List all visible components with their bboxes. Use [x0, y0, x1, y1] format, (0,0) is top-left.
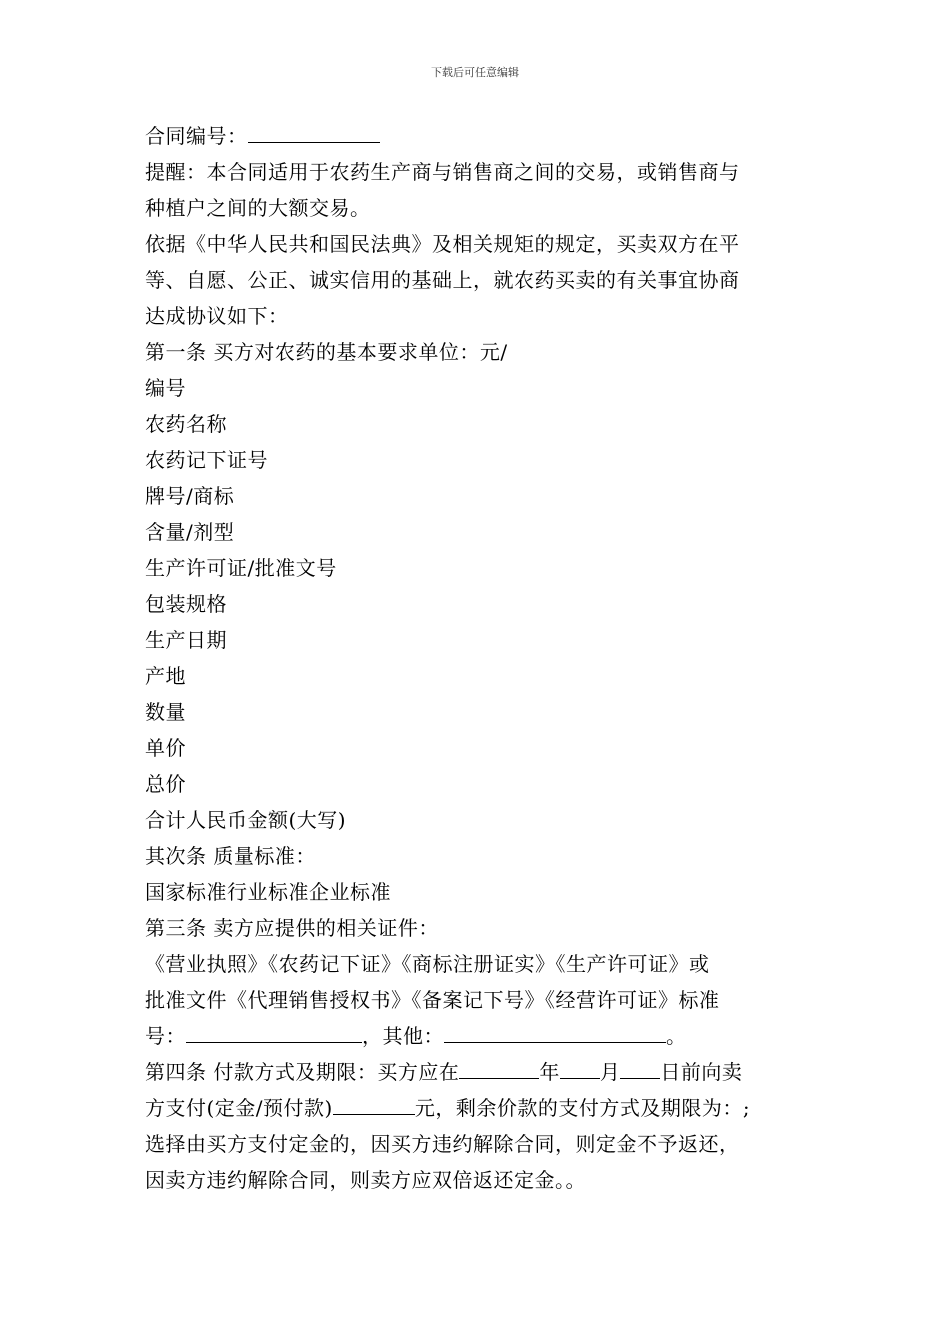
field-item: 农药记下证号 [145, 448, 268, 472]
contract-number-label: 合同编号： [145, 124, 248, 148]
page-header-note: 下载后可任意编辑 [431, 66, 519, 79]
day-blank[interactable] [620, 1056, 660, 1079]
field-item: 产地 [145, 664, 186, 688]
article-3-line-3 [145, 1018, 810, 1054]
article-1-title: 第一条 买方对农药的基本要求单位：元/ [145, 340, 508, 364]
article-4-line-1 [145, 1054, 810, 1090]
basis-line-2: 等、自愿、公正、诚实信用的基础上，就农药买卖的有关事宜协商 [145, 268, 740, 292]
contract-body [145, 118, 810, 1198]
article-3-line-2: 批准文件《代理销售授权书》《备案记下号》《经营许可证》标准 [145, 988, 720, 1012]
field-item: 编号 [145, 376, 186, 400]
day-suffix: 日前向卖 [660, 1060, 743, 1084]
article-4-line-2 [145, 1090, 810, 1126]
article-2-title: 其次条 质量标准： [145, 844, 316, 868]
field-item: 牌号/商标 [145, 484, 235, 508]
month-blank[interactable] [560, 1056, 600, 1079]
article-3-end: 。 [666, 1024, 687, 1048]
article-4-line-3: 选择由买方支付定金的，因买方违约解除合同，则定金不予返还， [145, 1132, 740, 1156]
reminder-line-1: 提醒：本合同适用于农药生产商与销售商之间的交易，或销售商与 [145, 160, 740, 184]
field-item: 生产日期 [145, 628, 227, 652]
other-blank[interactable] [444, 1020, 666, 1043]
article-4-prefix: 第四条 付款方式及期限：买方应在 [145, 1060, 460, 1084]
field-item: 总价 [145, 772, 186, 796]
basis-line-3: 达成协议如下： [145, 304, 289, 328]
field-item: 单价 [145, 736, 186, 760]
month-label: 月 [599, 1060, 621, 1084]
year-label: 年 [539, 1060, 560, 1084]
deposit-amount-blank[interactable] [333, 1092, 415, 1115]
article-4-line-4: 因卖方违约解除合同，则卖方应双倍返还定金。。 [145, 1168, 586, 1192]
year-blank[interactable] [459, 1056, 539, 1079]
article-2-body: 国家标准行业标准企业标准 [145, 880, 391, 904]
article-3-title: 第三条 卖方应提供的相关证件： [145, 916, 439, 940]
contract-number-blank[interactable] [248, 120, 380, 143]
article-4-line-2-prefix: 方支付(定金/预付款) [145, 1096, 333, 1120]
other-label: ，其他： [362, 1024, 444, 1048]
standard-number-blank[interactable] [186, 1020, 362, 1043]
standard-number-label: 号： [145, 1024, 186, 1048]
field-item: 农药名称 [145, 412, 227, 436]
field-item: 含量/剂型 [145, 520, 235, 544]
field-item: 合计人民币金额(大写) [145, 808, 347, 832]
reminder-line-2: 种植户之间的大额交易。 [145, 196, 371, 220]
article-4-line-2-suffix: 元，剩余价款的支付方式及期限为：; [414, 1096, 751, 1120]
field-item: 包装规格 [145, 592, 227, 616]
article-3-line-1: 《营业执照》《农药记下证》《商标注册证实》《生产许可证》或 [145, 952, 710, 976]
field-item: 数量 [145, 700, 186, 724]
contract-number-line [145, 118, 810, 154]
field-item: 生产许可证/批准文号 [145, 556, 337, 580]
basis-line-1: 依据《中华人民共和国民法典》及相关规矩的规定，买卖双方在平 [145, 232, 740, 256]
